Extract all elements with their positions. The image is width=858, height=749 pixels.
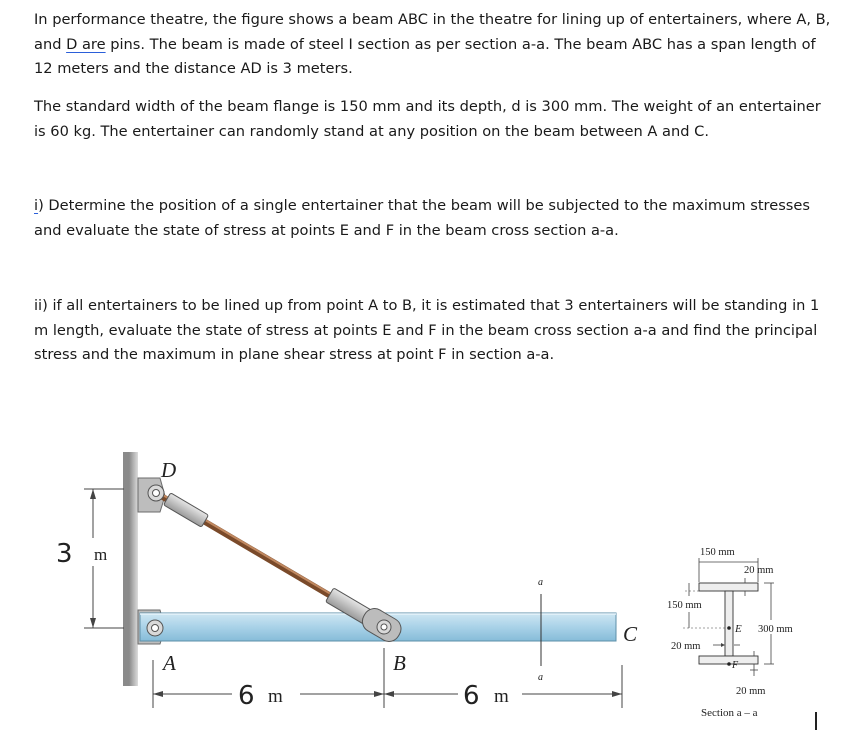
dim-AB-value: 6 bbox=[238, 681, 255, 711]
section-flange-thickness: 20 mm bbox=[744, 565, 774, 576]
label-C: C bbox=[623, 622, 638, 646]
part-ii-text: ii) if all entertainers to be lined up from point A to B, it is estimated that 3 entertainers will be standing in 1 m length, evaluate the state of stress at points E and F in the beam cross section a-a and find the principal stress and the maximum in plane shear stress at point F in section a-a. bbox=[34, 297, 820, 363]
problem-data-text: The standard width of the beam flange is 150 mm and its depth, d is 300 mm. The weight of an entertainer is 60 kg. The entertainer can randomly stand at any position on the beam between A and C. bbox=[34, 98, 821, 140]
part-i-text: ) Determine the position of a single entertainer that the beam will be subjected to the maximum stresses and evaluate the state of stress at points E and F in the beam cross section a-a. bbox=[34, 197, 810, 239]
section-web-height: 150 mm bbox=[667, 600, 702, 611]
pin-A bbox=[147, 620, 163, 636]
section-flange-width: 150 mm bbox=[700, 547, 735, 558]
dim-AB-unit: m bbox=[268, 686, 283, 707]
pin-D bbox=[148, 485, 164, 501]
pin-B bbox=[377, 620, 391, 634]
label-a-bottom: a bbox=[538, 672, 543, 683]
label-B: B bbox=[393, 651, 406, 675]
intro-text-start: In performance theatre, the figure shows a beam ABC in the theatre for lining up of entertainers, where A, B, and bbox=[34, 11, 831, 53]
dim-BC-unit: m bbox=[494, 686, 509, 707]
section-caption: Section a – a bbox=[701, 707, 758, 719]
label-a-top: a bbox=[538, 577, 543, 588]
section-depth: 300 mm bbox=[758, 624, 793, 635]
section-point-E: E bbox=[735, 623, 742, 635]
dim-BC-value: 6 bbox=[463, 681, 480, 711]
dim-AD-value: 3 bbox=[56, 539, 73, 569]
part-i-prefix: i bbox=[34, 197, 39, 214]
section-web-thickness: 20 mm bbox=[671, 641, 701, 652]
intro-text-end: pins. The beam is made of steel I section as per section a-a. The beam ABC has a span length of 12 meters and the distance AD is 3 meters. bbox=[34, 35, 816, 77]
section-point-F: F bbox=[732, 660, 739, 671]
label-D: D bbox=[161, 458, 177, 482]
label-A: A bbox=[163, 651, 176, 675]
dimension-AB-BC bbox=[153, 648, 622, 708]
section-bottom-thickness: 20 mm bbox=[736, 686, 766, 697]
text-cursor bbox=[815, 712, 817, 730]
intro-underlined-text: D are bbox=[66, 35, 106, 53]
dim-AD-unit: m bbox=[94, 545, 108, 564]
